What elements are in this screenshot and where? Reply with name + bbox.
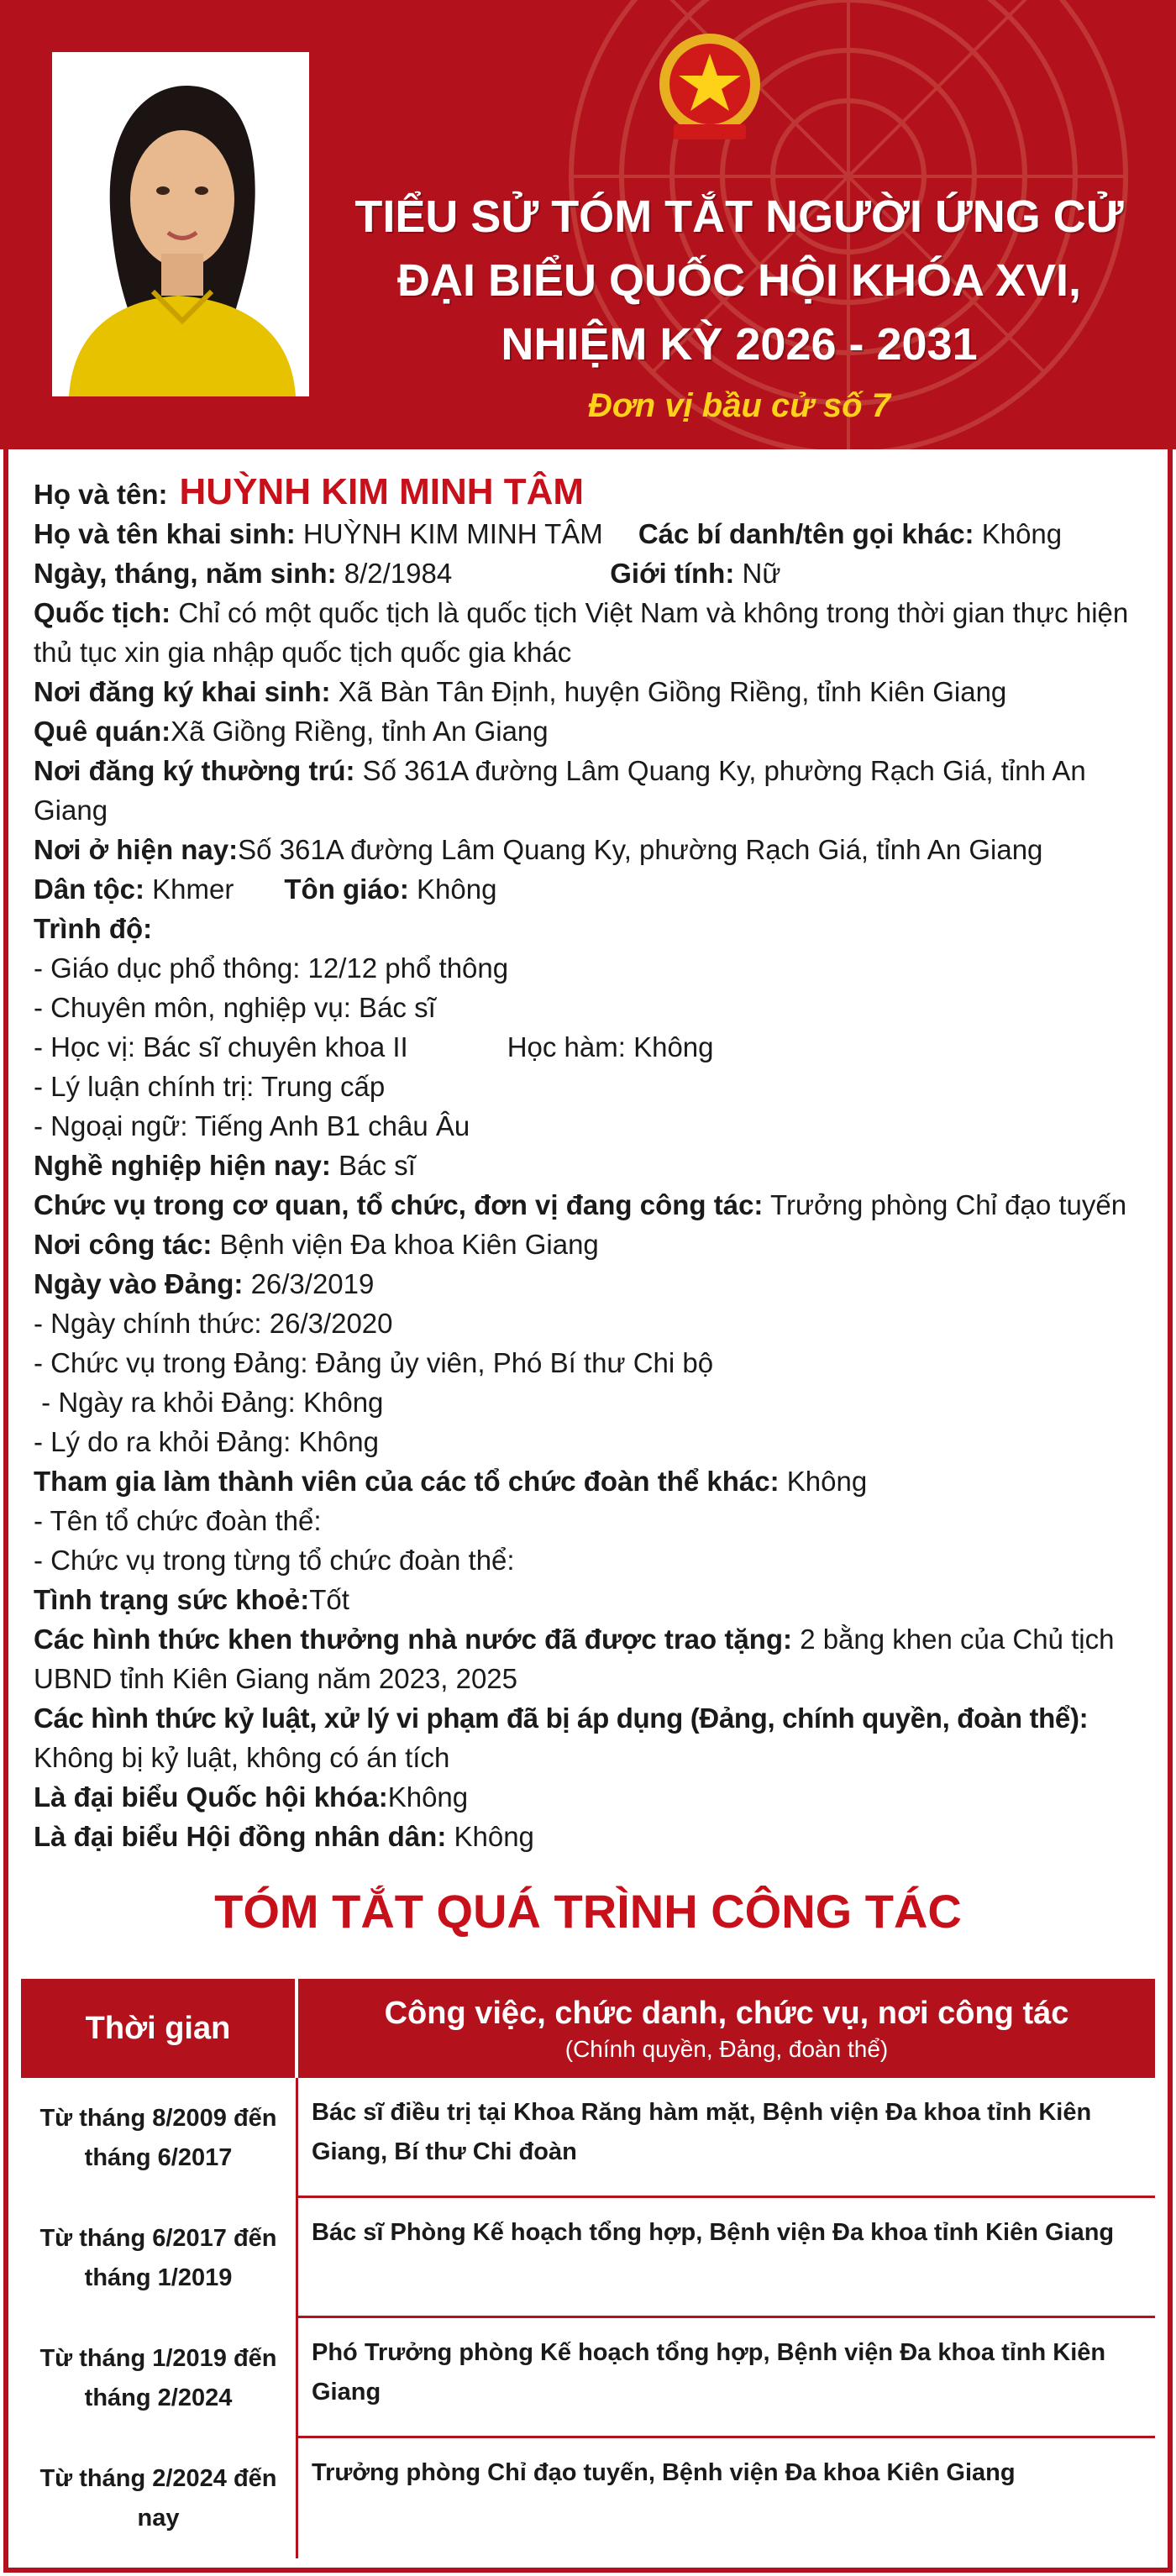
full-name-row bbox=[34, 472, 1151, 514]
birth-registration-label: Nơi đăng ký khai sinh: bbox=[34, 676, 331, 707]
awards-label: Các hình thức khen thưởng nhà nước đã được trao tặng: bbox=[34, 1624, 793, 1655]
career-table bbox=[21, 1979, 1155, 2558]
title-line-3: NHIỆM KỲ 2026 - 2031 bbox=[501, 319, 978, 370]
row-time: Từ tháng 6/2017 đến tháng 1/2019 bbox=[21, 2198, 298, 2318]
career-section-title: TÓM TẮT QUÁ TRÌNH CÔNG TÁC bbox=[214, 1885, 962, 1938]
national-assembly-delegate-value: Không bbox=[387, 1781, 469, 1813]
hometown-value: Xã Giồng Riềng, tỉnh An Giang bbox=[171, 716, 549, 747]
national-assembly-delegate-row bbox=[34, 1777, 1151, 1817]
table-row bbox=[21, 2198, 1155, 2318]
permanent-residence-value: Số 361A đường Lâm Quang Ky, phường Rạch Giá, tỉnh An Giang bbox=[34, 755, 1086, 826]
awards-row bbox=[34, 1619, 1151, 1698]
council-delegate-row bbox=[34, 1817, 1151, 1856]
work-column-note: (Chính quyền, Đảng, đoàn thể) bbox=[564, 2036, 889, 2062]
dob-value: 8/2/1984 bbox=[344, 558, 453, 589]
education-politics: - Lý luận chính trị: Trung cấp bbox=[34, 1071, 386, 1102]
occupation-label: Nghề nghiệp hiện nay: bbox=[34, 1150, 331, 1181]
row-work: Bác sĩ Phòng Kế hoạch tổng hợp, Bệnh viện Đa khoa tỉnh Kiên Giang bbox=[312, 2219, 1115, 2246]
current-residence-row bbox=[34, 830, 1151, 869]
position-value: Trưởng phòng Chỉ đạo tuyến bbox=[770, 1189, 1127, 1220]
religion-value: Không bbox=[417, 874, 497, 905]
gender-value: Nữ bbox=[742, 558, 781, 589]
health-value: Tốt bbox=[309, 1584, 349, 1615]
nationality-label: Quốc tịch: bbox=[34, 597, 171, 628]
ethnicity-religion-row bbox=[34, 869, 1151, 909]
ethnicity-label: Dân tộc: bbox=[34, 874, 144, 905]
career-table-header bbox=[21, 1979, 1155, 2078]
academic-title: Học hàm: Không bbox=[507, 1031, 714, 1062]
discipline-heading bbox=[34, 1698, 1151, 1738]
permanent-residence-row bbox=[34, 751, 1151, 830]
organization-name: - Tên tổ chức đoàn thể: bbox=[34, 1505, 322, 1536]
party-official-date: - Ngày chính thức: 26/3/2020 bbox=[34, 1308, 393, 1339]
birth-registration-value: Xã Bàn Tân Định, huyện Giồng Riềng, tỉnh Kiên Giang bbox=[338, 676, 1007, 707]
national-assembly-delegate-label: Là đại biểu Quốc hội khóa: bbox=[34, 1781, 388, 1813]
full-name-value: HUỲNH KIM MINH TÂM bbox=[179, 471, 585, 512]
nationality-value: Chỉ có một quốc tịch là quốc tịch Việt Nam và không trong thời gian thực hiện thủ tục xin gia nhập quốc tịch quốc gia khác bbox=[34, 597, 1129, 668]
birth-name-row bbox=[34, 514, 1151, 553]
hometown-label: Quê quán: bbox=[34, 716, 171, 747]
gender-label: Giới tính: bbox=[610, 558, 735, 589]
row-work: Trưởng phòng Chỉ đạo tuyến, Bệnh viện Đa khoa Kiên Giang bbox=[312, 2459, 1016, 2486]
position-label: Chức vụ trong cơ quan, tổ chức, đơn vị đang công tác: bbox=[34, 1189, 764, 1220]
council-delegate-label: Là đại biểu Hội đồng nhân dân: bbox=[34, 1821, 447, 1852]
education-language: - Ngoại ngữ: Tiếng Anh B1 châu Âu bbox=[34, 1110, 470, 1141]
alias-label: Các bí danh/tên gọi khác: bbox=[638, 518, 974, 549]
birth-name-value: HUỲNH KIM MINH TÂM bbox=[302, 518, 603, 549]
occupation-value: Bác sĩ bbox=[339, 1150, 416, 1181]
discipline-label: Các hình thức kỷ luật, xử lý vi phạm đã bị áp dụng (Đảng, chính quyền, đoàn thể): bbox=[34, 1702, 1089, 1734]
awards-value: 2 bằng khen của Chủ tịch UBND tỉnh Kiên Giang năm 2023, 2025 bbox=[34, 1624, 1115, 1694]
dob-label: Ngày, tháng, năm sinh: bbox=[34, 558, 337, 589]
row-time: Từ tháng 8/2009 đến tháng 6/2017 bbox=[21, 2078, 298, 2198]
row-time: Từ tháng 2/2024 đến nay bbox=[21, 2438, 298, 2558]
position-row bbox=[34, 1185, 1151, 1225]
title-line-1: TIỂU SỬ TÓM TẮT NGƯỜI ỨNG CỬ bbox=[354, 191, 1124, 242]
organization-role: - Chức vụ trong từng tổ chức đoàn thể: bbox=[34, 1545, 515, 1576]
biography-section bbox=[34, 472, 1151, 1856]
party-role: - Chức vụ trong Đảng: Đảng ủy viên, Phó Bí thư Chi bộ bbox=[34, 1347, 714, 1378]
council-delegate-value: Không bbox=[454, 1821, 534, 1852]
organization-member-label: Tham gia làm thành viên của các tổ chức đoàn thể khác: bbox=[34, 1466, 780, 1497]
health-label: Tình trạng sức khoẻ: bbox=[34, 1584, 310, 1615]
work-column-title: Công việc, chức danh, chức vụ, nơi công tác bbox=[384, 1996, 1069, 2031]
table-row bbox=[21, 2318, 1155, 2438]
full-name-label: Họ và tên: bbox=[34, 479, 168, 510]
nationality-row bbox=[34, 593, 1151, 672]
birth-registration-row bbox=[34, 672, 1151, 711]
health-row bbox=[34, 1580, 1151, 1619]
time-column-header: Thời gian bbox=[21, 1979, 298, 2078]
birth-name-label: Họ và tên khai sinh: bbox=[34, 518, 296, 549]
workplace-label: Nơi công tác: bbox=[34, 1229, 213, 1260]
row-work: Phó Trưởng phòng Kế hoạch tổng hợp, Bệnh viện Đa khoa tỉnh Kiên Giang bbox=[312, 2339, 1106, 2405]
table-row bbox=[21, 2438, 1155, 2558]
current-residence-value: Số 361A đường Lâm Quang Ky, phường Rạch Giá, tỉnh An Giang bbox=[238, 834, 1043, 865]
header-banner bbox=[0, 0, 1176, 449]
party-leave-date: - Ngày ra khỏi Đảng: Không bbox=[34, 1387, 384, 1418]
hometown-row bbox=[34, 711, 1151, 751]
party-leave-reason: - Lý do ra khỏi Đảng: Không bbox=[34, 1426, 379, 1457]
education-label: Trình độ: bbox=[34, 913, 153, 944]
current-residence-label: Nơi ở hiện nay: bbox=[34, 834, 239, 865]
electoral-unit: Đơn vị bầu cử số 7 bbox=[588, 387, 890, 424]
education-heading bbox=[34, 909, 1151, 948]
occupation-row bbox=[34, 1146, 1151, 1185]
education-degree: - Học vị: Bác sĩ chuyên khoa II bbox=[34, 1031, 408, 1062]
permanent-residence-label: Nơi đăng ký thường trú: bbox=[34, 755, 355, 786]
dob-row bbox=[34, 553, 1151, 593]
education-major: - Chuyên môn, nghiệp vụ: Bác sĩ bbox=[34, 992, 436, 1023]
education-general: - Giáo dục phổ thông: 12/12 phổ thông bbox=[34, 952, 509, 984]
organization-member-value: Không bbox=[786, 1466, 868, 1497]
party-join-label: Ngày vào Đảng: bbox=[34, 1268, 244, 1299]
table-row bbox=[21, 2078, 1155, 2198]
row-work: Bác sĩ điều trị tại Khoa Răng hàm mặt, Bệnh viện Đa khoa tỉnh Kiên Giang, Bí thư Chi đoàn bbox=[312, 2099, 1092, 2165]
workplace-value: Bệnh viện Đa khoa Kiên Giang bbox=[219, 1229, 599, 1260]
party-join-row bbox=[34, 1264, 1151, 1304]
organization-member-row bbox=[34, 1461, 1151, 1501]
education-degree-row bbox=[34, 1027, 1151, 1067]
alias-value: Không bbox=[981, 518, 1063, 549]
document-title bbox=[319, 185, 1159, 376]
national-emblem-icon bbox=[657, 25, 763, 151]
ethnicity-value: Khmer bbox=[152, 874, 234, 905]
discipline-value: Không bị kỷ luật, không có án tích bbox=[34, 1742, 450, 1773]
title-line-2: ĐẠI BIỂU QUỐC HỘI KHÓA XVI, bbox=[396, 255, 1082, 306]
religion-label: Tôn giáo: bbox=[284, 874, 409, 905]
work-column-header bbox=[298, 1979, 1155, 2078]
candidate-portrait bbox=[52, 52, 309, 396]
row-time: Từ tháng 1/2019 đến tháng 2/2024 bbox=[21, 2318, 298, 2438]
workplace-row bbox=[34, 1225, 1151, 1264]
party-join-value: 26/3/2019 bbox=[250, 1268, 375, 1299]
